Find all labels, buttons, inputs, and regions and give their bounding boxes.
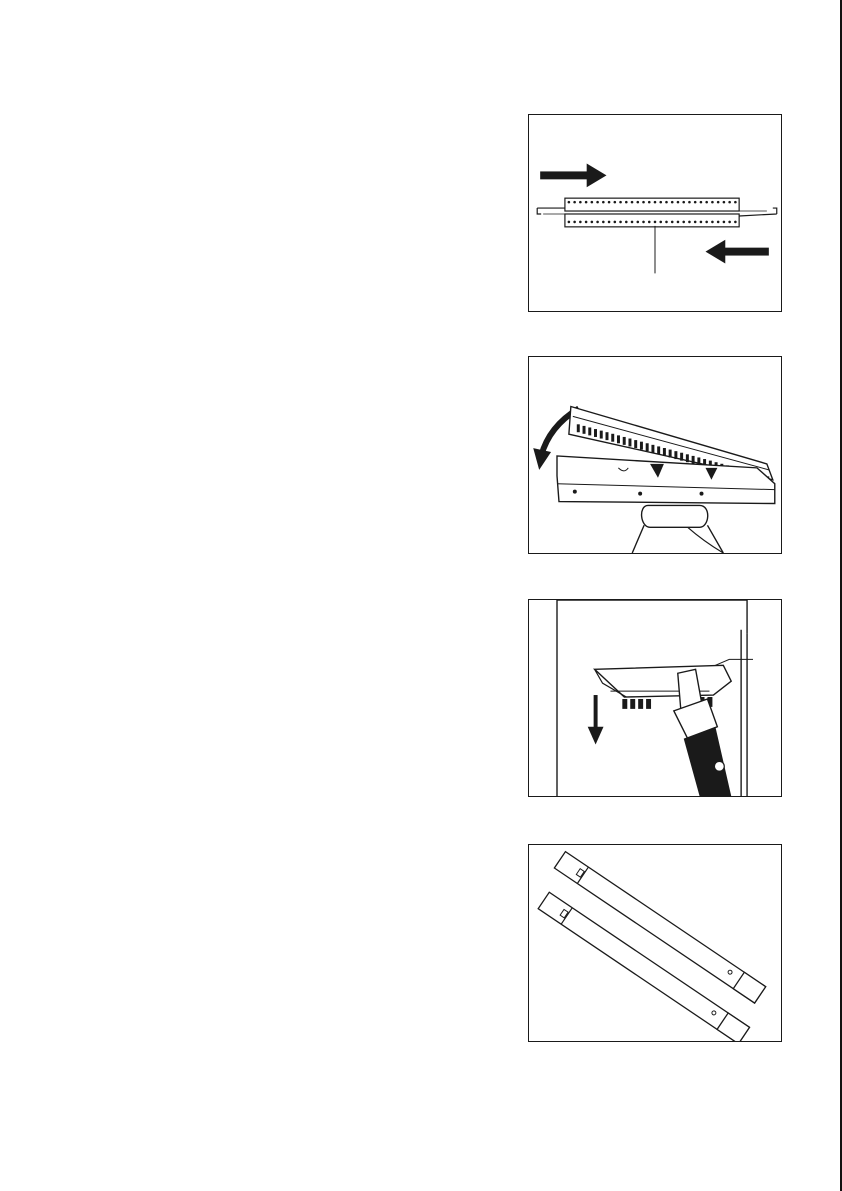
figure-brush-strip — [528, 114, 782, 312]
figure-floor-nozzle — [528, 356, 782, 554]
figure-extension-tubes — [528, 844, 782, 1042]
extension-tubes-icon — [529, 845, 781, 1041]
wall-cleaning-nozzle-icon — [529, 600, 781, 796]
brush-strip-insert-icon — [529, 115, 781, 311]
figure-wall-cleaning — [528, 599, 782, 797]
floor-nozzle-fold-icon — [529, 357, 781, 553]
